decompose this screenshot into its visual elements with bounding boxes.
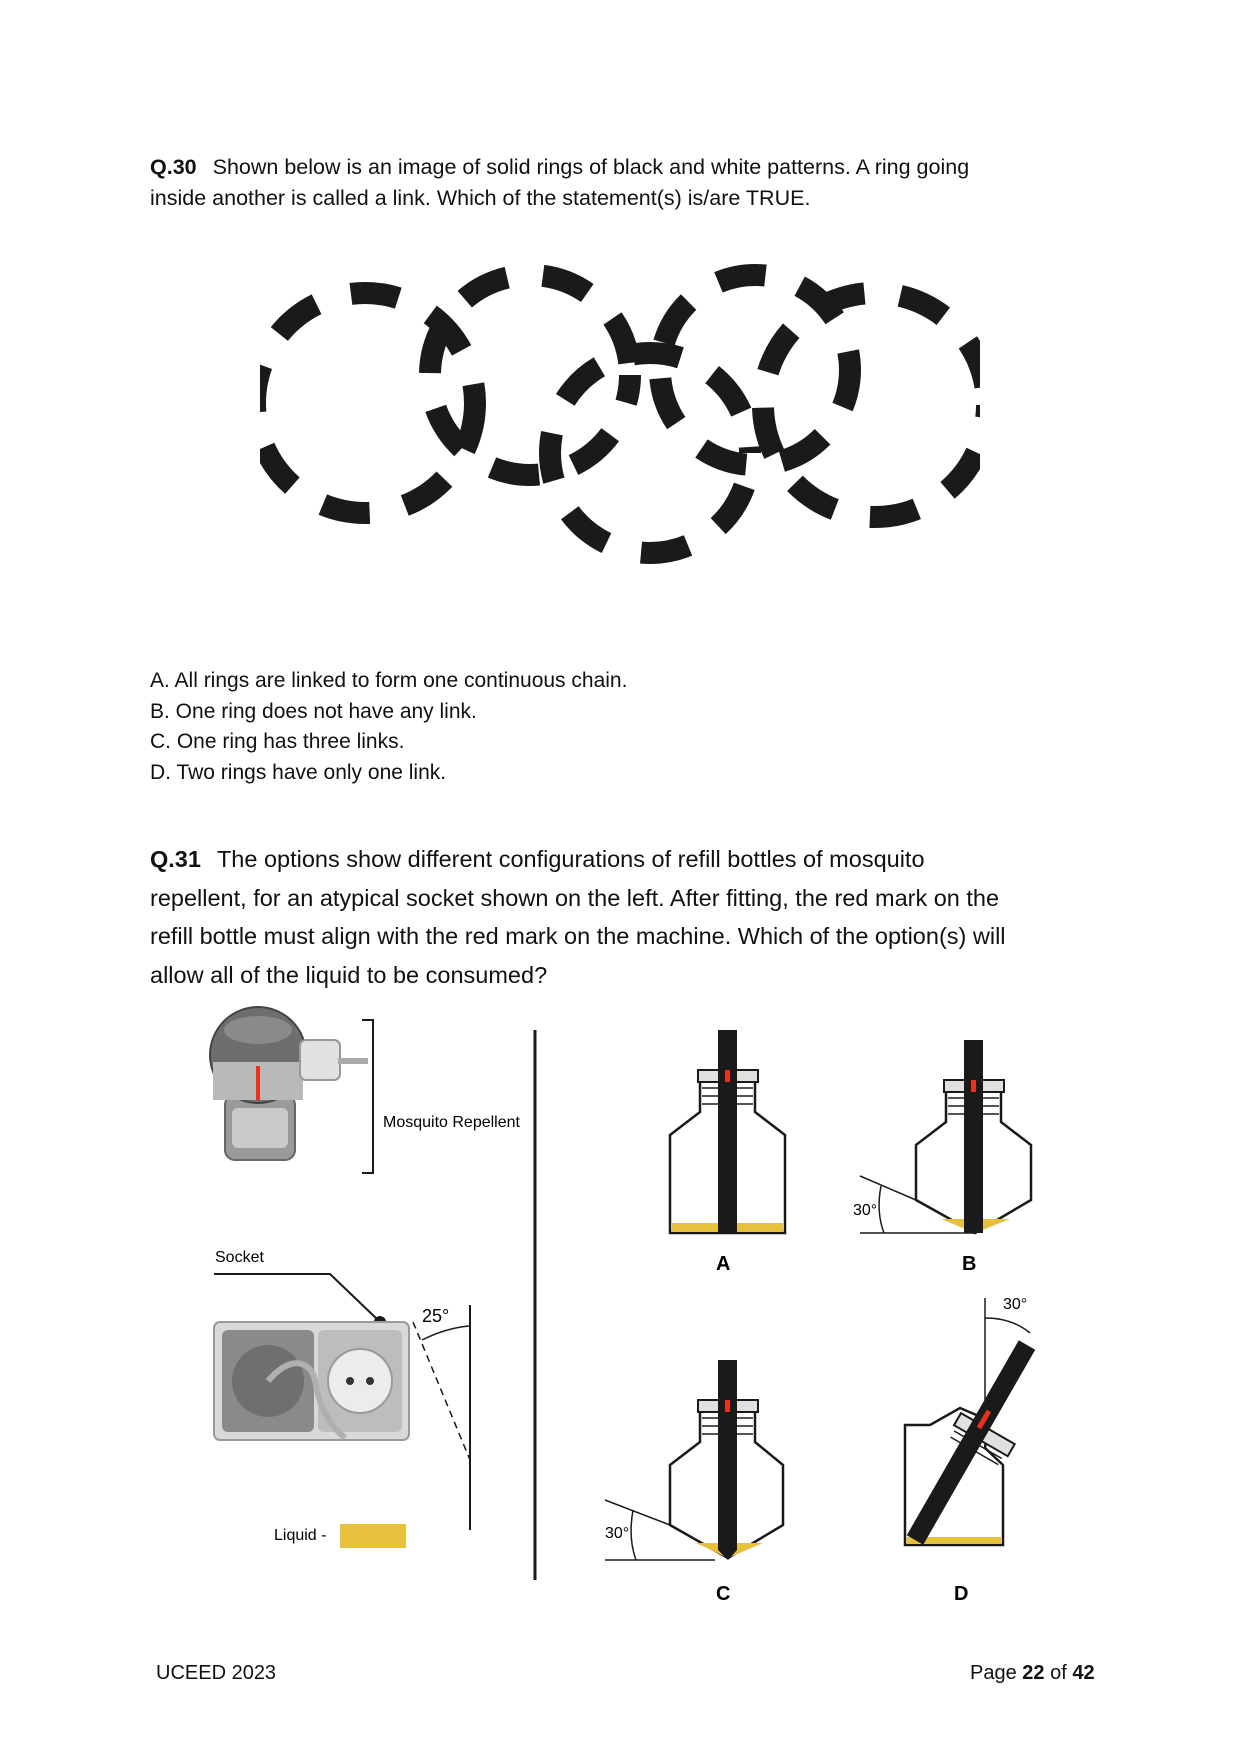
footer-page-total: 42 <box>1072 1662 1095 1684</box>
socket-label: Socket <box>215 1249 264 1266</box>
q31-text-line1: The options show different configurations of refill bottles of mosquito <box>216 846 925 872</box>
q31-question <box>150 840 1120 994</box>
footer-page-current: 22 <box>1022 1662 1045 1684</box>
q31-figure <box>0 1000 1241 1620</box>
bottle-d-angle: 30° <box>1003 1296 1028 1313</box>
q31-number: Q.31 <box>150 846 201 872</box>
q30-text-line1: Shown below is an image of solid rings of black and white patterns. A ring going <box>212 155 970 179</box>
socket-illustration <box>214 1322 409 1440</box>
footer-page-prefix: Page <box>970 1662 1017 1684</box>
bottle-option-a[interactable] <box>670 1030 785 1233</box>
liquid-legend-label: Liquid - <box>274 1527 327 1544</box>
bottle-d-label: D <box>954 1583 969 1605</box>
ring-5 <box>763 293 980 517</box>
q31-text-line4: allow all of the liquid to be consumed? <box>150 961 548 988</box>
repellent-device-illustration <box>210 1007 368 1160</box>
q30-text-line2: inside another is called a link. Which of the statement(s) is/are TRUE. <box>150 186 811 210</box>
repellent-label: Mosquito Repellent <box>383 1114 520 1131</box>
bottle-option-c[interactable] <box>605 1360 783 1560</box>
q30-number: Q.30 <box>150 155 197 179</box>
linked-rings-figure <box>260 255 980 625</box>
bottle-b-label: B <box>962 1253 977 1275</box>
q30-option-d[interactable]: D. Two rings have only one link. <box>150 760 447 784</box>
bottle-b-angle: 30° <box>853 1202 878 1219</box>
footer-page-sep: of <box>1050 1662 1067 1684</box>
socket-angle-label: 25° <box>422 1306 450 1326</box>
q30-options <box>150 666 627 788</box>
bottle-c-angle: 30° <box>605 1525 630 1542</box>
repellent-bracket <box>362 1020 373 1173</box>
liquid-legend-swatch <box>340 1524 406 1548</box>
footer-page-number <box>970 1662 1095 1685</box>
socket-angle-line <box>413 1322 470 1460</box>
q31-text-line3: refill bottle must align with the red mark on the machine. Which of the option(s) will <box>150 923 1006 949</box>
socket-angle-arc <box>422 1326 469 1340</box>
bottle-c-label: C <box>716 1583 731 1605</box>
ring-1 <box>260 293 475 513</box>
bottle-a-label: A <box>716 1253 731 1275</box>
bottle-option-d[interactable] <box>905 1298 1030 1545</box>
socket-leader-line <box>214 1274 378 1320</box>
footer-exam: UCEED 2023 <box>156 1662 277 1684</box>
q30-option-b[interactable]: B. One ring does not have any link. <box>150 699 477 723</box>
q30-option-a[interactable]: A. All rings are linked to form one continuous chain. <box>150 669 628 692</box>
q30-option-c[interactable]: C. One ring has three links. <box>150 730 405 753</box>
bottle-option-b[interactable] <box>860 1040 1031 1233</box>
q31-text-line2: repellent, for an atypical socket shown on the left. After fitting, the red mark on the <box>150 884 1000 911</box>
q30-question <box>150 152 1110 214</box>
